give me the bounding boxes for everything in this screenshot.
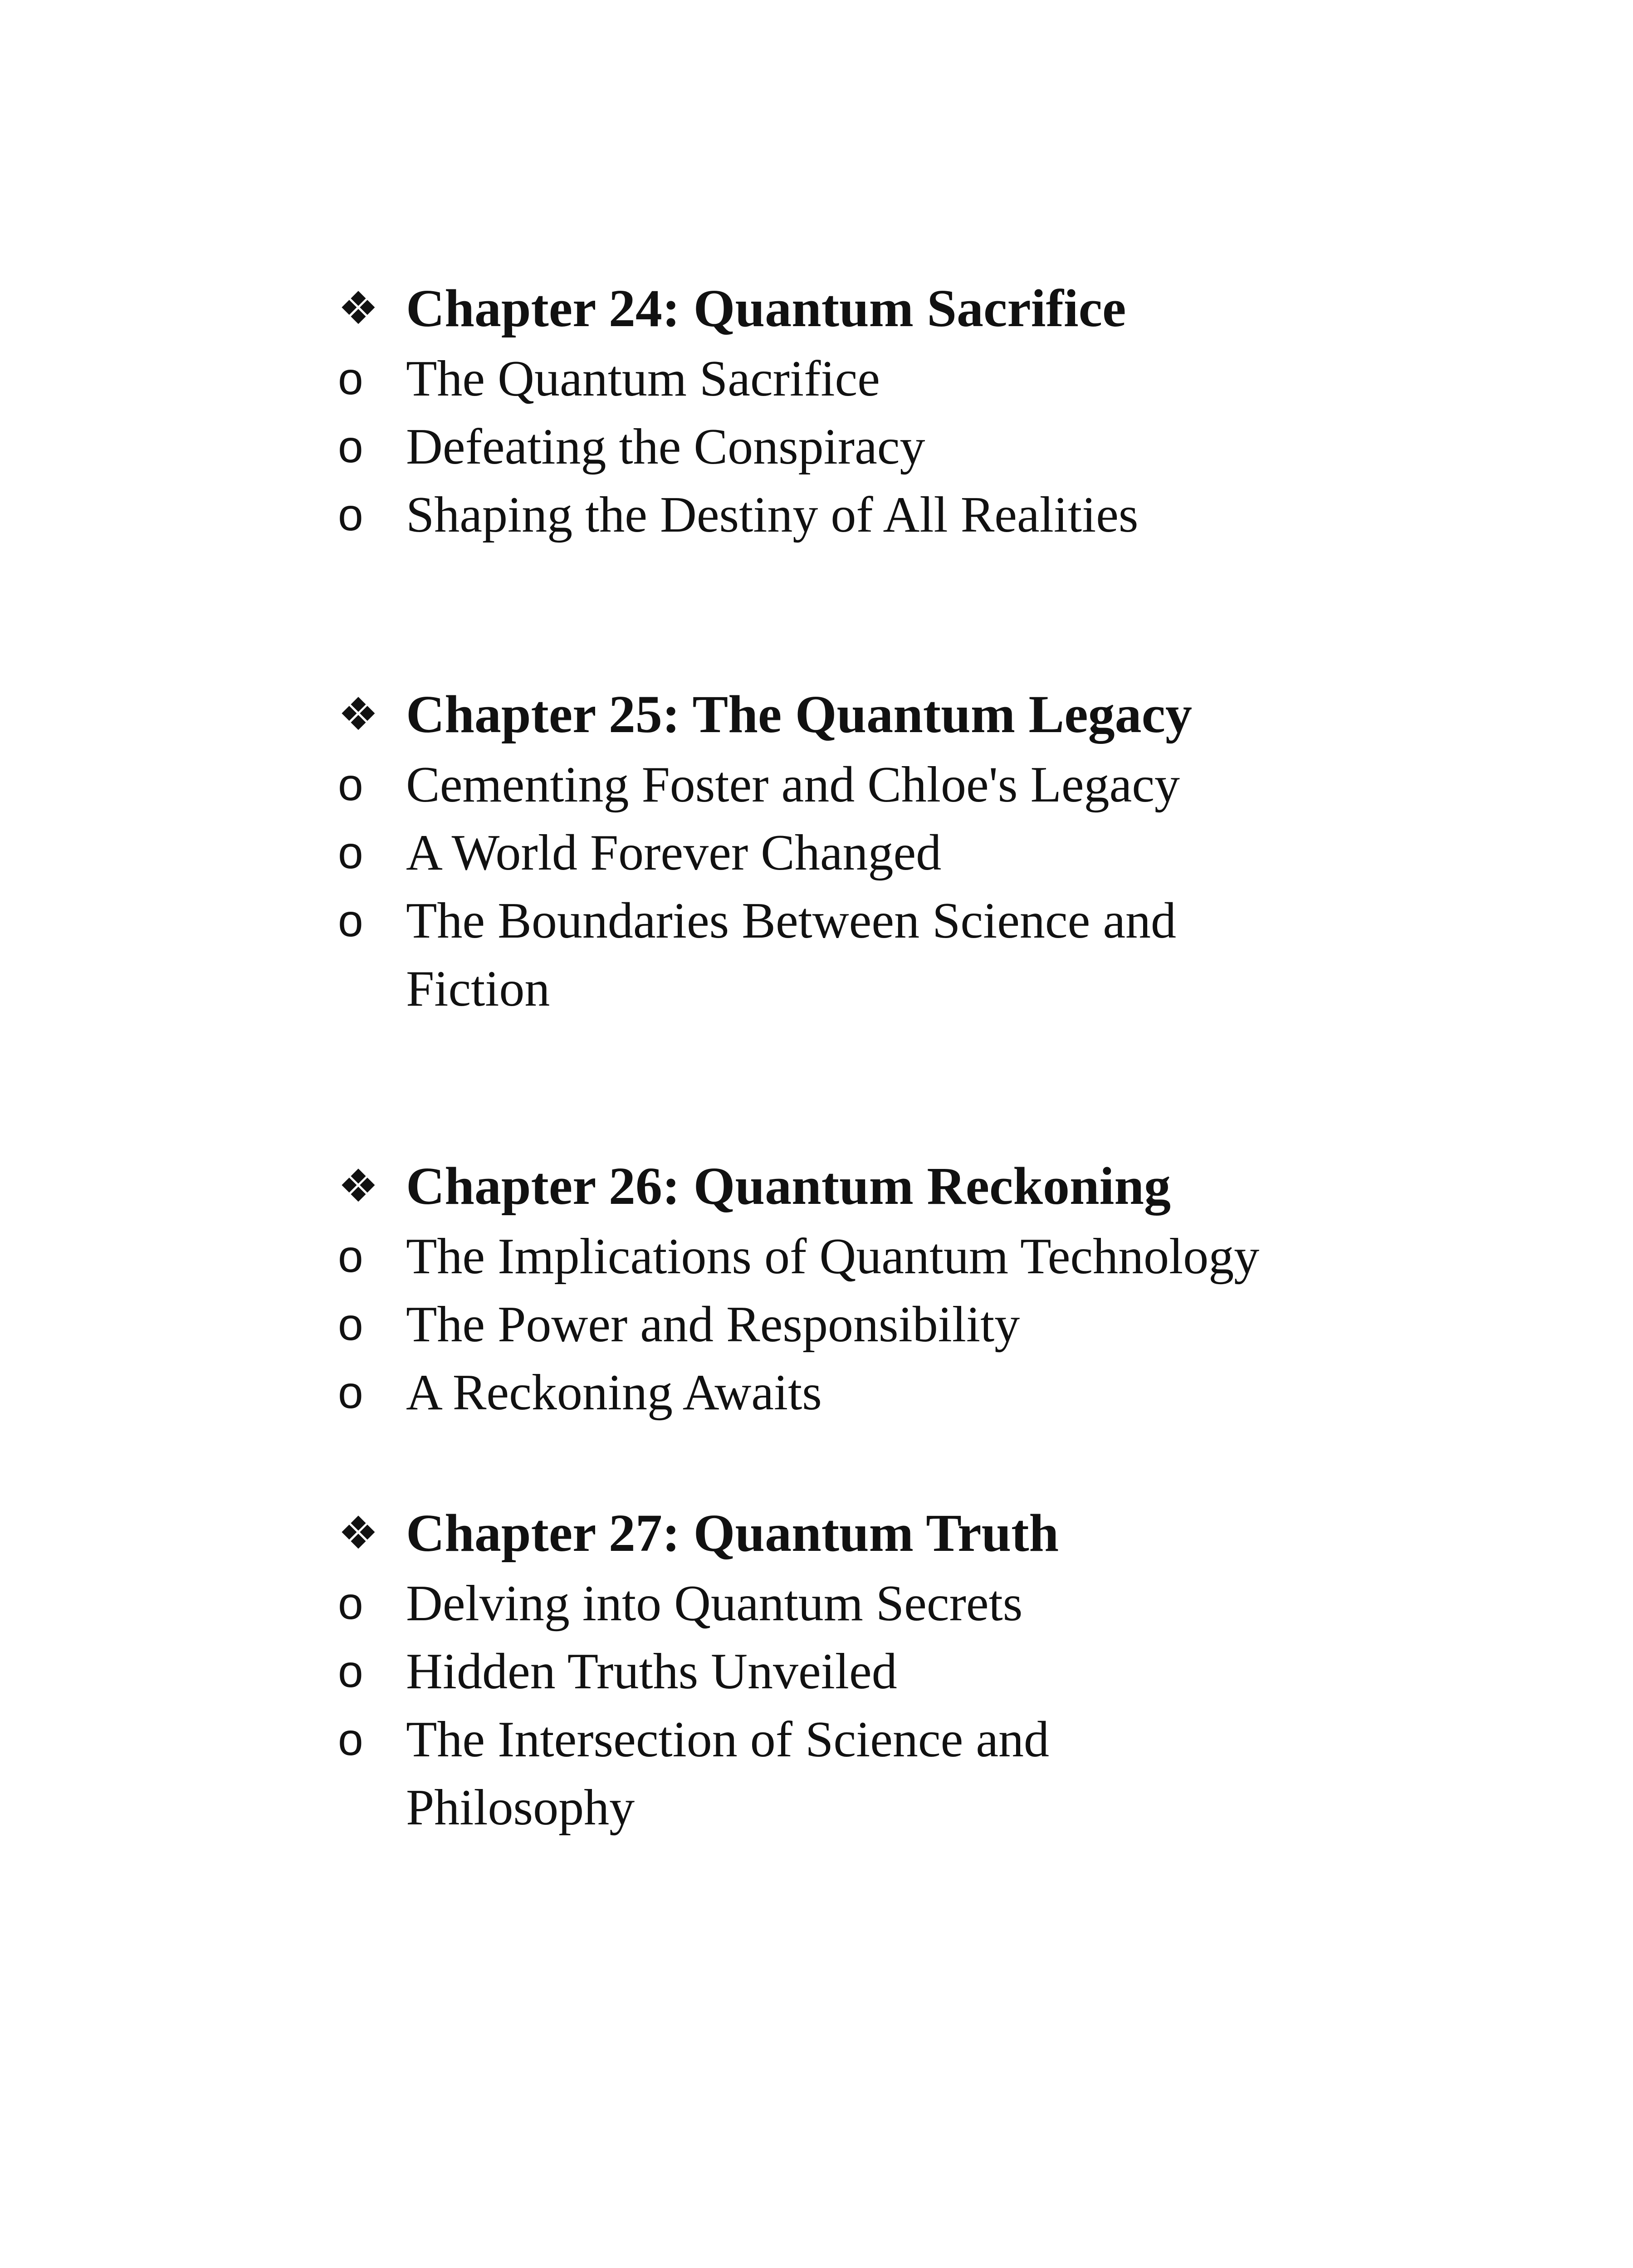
topic-text: A World Forever Changed [406,825,942,881]
topic-text: Defeating the Conspiracy [406,419,925,475]
circle-bullet-icon: o [338,1367,363,1418]
topic-text: The Boundaries Between Science and Fiction [406,893,1177,1017]
circle-bullet-icon: o [338,421,363,472]
topic-item [338,1359,1472,1427]
diamond-ornament-icon: ❖ [338,688,379,741]
topic-item [338,1290,1472,1359]
topic-text: The Power and Responsibility [406,1296,1020,1353]
circle-bullet-icon: o [338,353,363,404]
chapter-title: Chapter 27: Quantum Truth [406,1503,1059,1563]
topic-text: Delving into Quantum Secrets [406,1575,1023,1632]
topic-item [338,887,1472,1023]
topic-item [338,1637,1472,1706]
topic-item [338,345,1472,413]
chapter-heading [338,1150,1472,1222]
circle-bullet-icon: o [338,1646,363,1697]
topic-text: Hidden Truths Unveiled [406,1643,897,1700]
topic-text: Cementing Foster and Chloe's Legacy [406,757,1180,813]
circle-bullet-icon: o [338,1714,363,1765]
topic-text: The Implications of Quantum Technology [406,1228,1260,1285]
circle-bullet-icon: o [338,489,363,540]
topic-item [338,1222,1472,1290]
chapter-27-section [338,1497,1472,1842]
topic-text: The Quantum Sacrifice [406,351,880,407]
circle-bullet-icon: o [338,759,363,810]
chapter-24-section [338,272,1472,549]
diamond-ornament-icon: ❖ [338,1159,379,1212]
topic-text: The Intersection of Science and Philosophy [406,1711,1050,1836]
topic-item [338,1569,1472,1637]
topic-item [338,751,1472,819]
topic-list [338,1222,1472,1427]
chapter-title: Chapter 25: The Quantum Legacy [406,684,1192,744]
chapter-25-section [338,678,1472,1023]
circle-bullet-icon: o [338,827,363,878]
chapter-heading [338,678,1472,751]
topic-item [338,413,1472,481]
chapter-heading [338,1497,1472,1569]
diamond-ornament-icon: ❖ [338,282,379,335]
chapter-title: Chapter 24: Quantum Sacrifice [406,279,1126,338]
circle-bullet-icon: o [338,1231,363,1282]
topic-list [338,1569,1472,1842]
topic-list [338,751,1472,1023]
chapter-26-section [338,1150,1472,1427]
topic-item [338,1706,1472,1842]
circle-bullet-icon: o [338,1299,363,1350]
chapter-title: Chapter 26: Quantum Reckoning [406,1156,1171,1216]
diamond-ornament-icon: ❖ [338,1506,379,1559]
chapter-heading [338,272,1472,345]
topic-list [338,345,1472,549]
topic-item [338,819,1472,887]
circle-bullet-icon: o [338,895,363,946]
circle-bullet-icon: o [338,1578,363,1629]
topic-text: A Reckoning Awaits [406,1364,822,1421]
topic-item [338,481,1472,549]
topic-text: Shaping the Destiny of All Realities [406,487,1139,543]
